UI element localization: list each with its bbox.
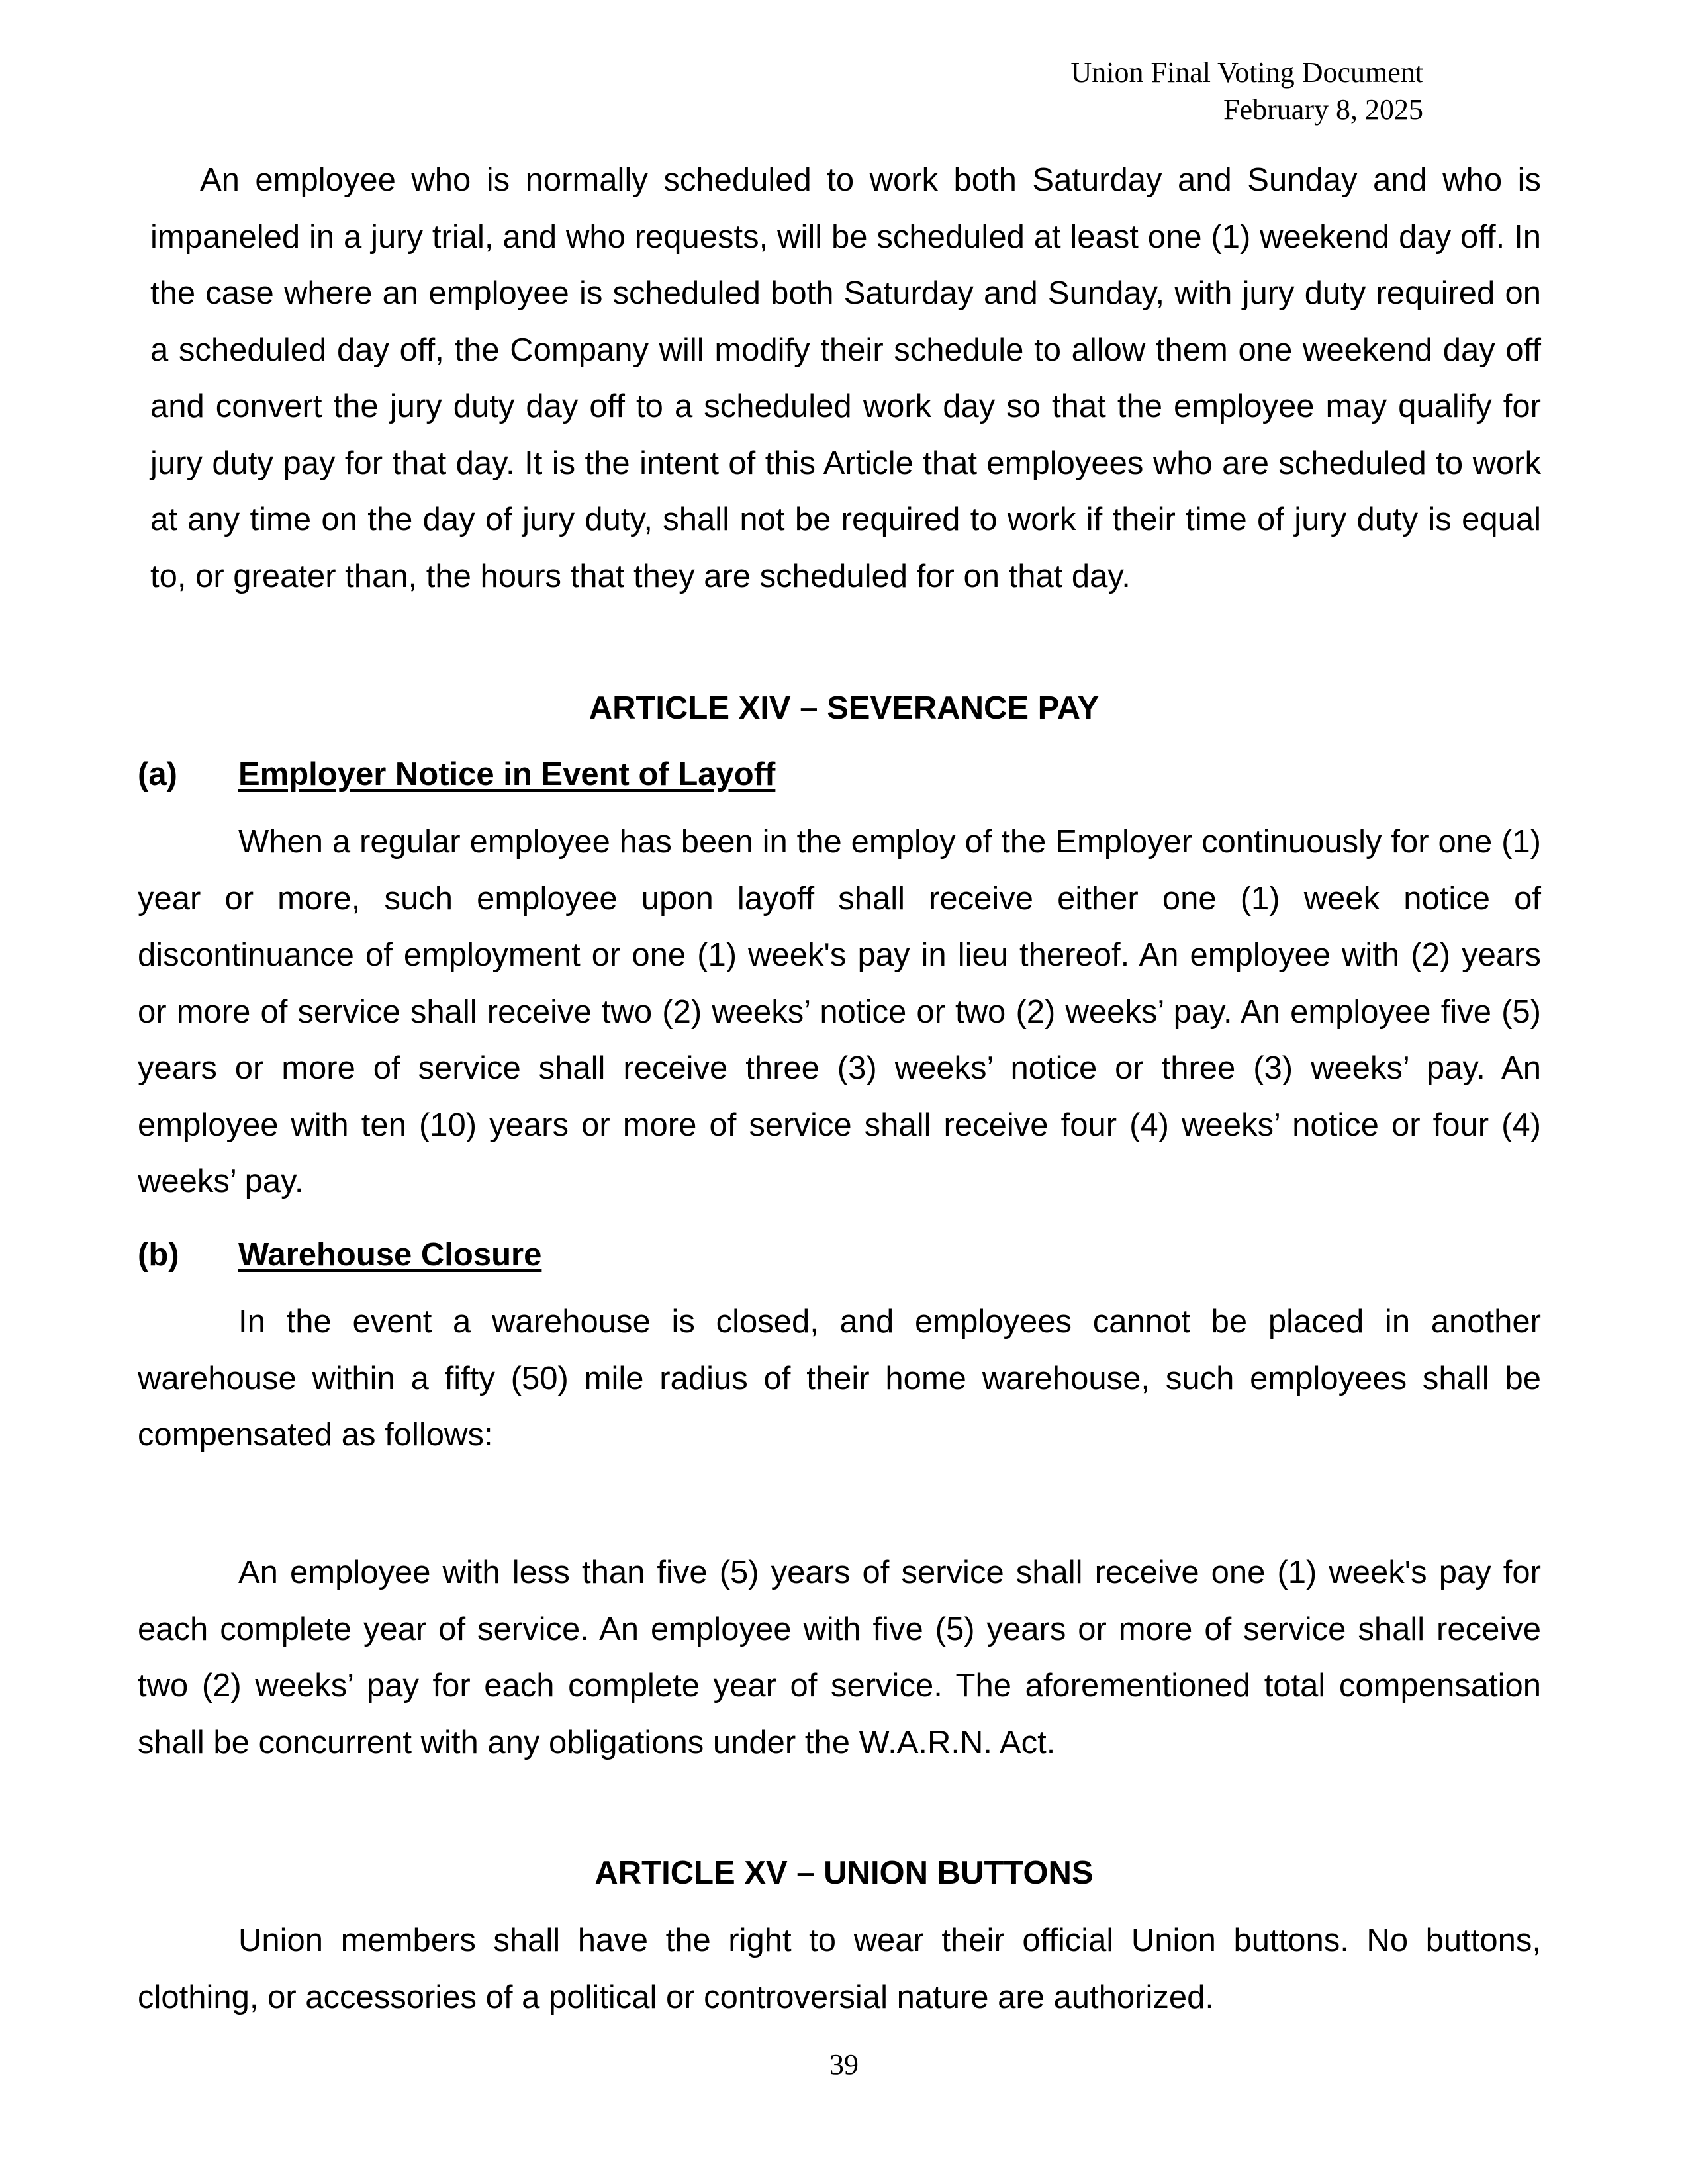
section-b-paragraph-1: In the event a warehouse is closed, and employees cannot be placed in another warehouse within a fifty (50) mile radius of their home warehouse, such employees shall be compensated as follows:: [138, 1304, 1541, 1453]
jury-duty-paragraph: An employee who is normally scheduled to work both Saturday and Sunday and who is impaneled in a jury trial, and who requests, will be scheduled at least one (1) weekend day off. In the case where an employee is scheduled both Saturday and Sunday, with jury duty required on a scheduled day off, the Company will modify their schedule to allow them one weekend day off and convert the jury duty day off to a scheduled work day so that the employee may qualify for jury duty pay for that day. It is the intent of this Article that employees who are scheduled to work at any time on the day of jury duty, shall not be required to work if their time of jury duty is equal to, or greater than, the hours that they are scheduled for on that day.: [150, 162, 1541, 594]
document-header: [1071, 54, 1424, 128]
section-b-heading: [138, 1235, 541, 1275]
header-title: Union Final Voting Document: [1070, 56, 1423, 89]
article-xv-paragraph: Union members shall have the right to wear their official Union buttons. No buttons, clothing, or accessories of a political or controversial nature are authorized.: [138, 1923, 1541, 2015]
section-a-paragraph: When a regular employee has been in the employ of the Employer continuously for one (1) year or more, such employee upon layoff shall receive either one (1) week notice of discontinuance of employment or one (1) week's pay in lieu thereof. An employee with (2) years or more of service shall receive two (2) weeks’ notice or two (2) weeks’ pay. An employee five (5) years or more of service shall receive three (3) weeks’ notice or three (3) weeks’ pay. An employee with ten (10) years or more of service shall receive four (4) weeks’ notice or four (4) weeks’ pay.: [138, 824, 1541, 1199]
section-b-title: Warehouse Closure: [238, 1237, 542, 1273]
article-xiv-heading: ARTICLE XIV – SEVERANCE PAY: [588, 690, 1100, 726]
header-date: February 8, 2025: [1223, 93, 1423, 126]
section-a-title: Employer Notice in Event of Layoff: [238, 756, 776, 792]
section-b-paragraph-2: An employee with less than five (5) years of service shall receive one (1) week's pay for each complete year of service. An employee with five (5) years or more of service shall receive two (2) weeks’ pay for each complete year of service. The aforementioned total compensation shall be concurrent with any obligations under the W.A.R.N. Act.: [138, 1555, 1541, 1760]
section-b-letter: (b): [138, 1237, 179, 1273]
article-xv-heading: ARTICLE XV – UNION BUTTONS: [594, 1855, 1094, 1891]
section-a-letter: (a): [138, 756, 177, 792]
page-number: 39: [829, 2048, 859, 2081]
section-a-heading: [138, 754, 775, 794]
